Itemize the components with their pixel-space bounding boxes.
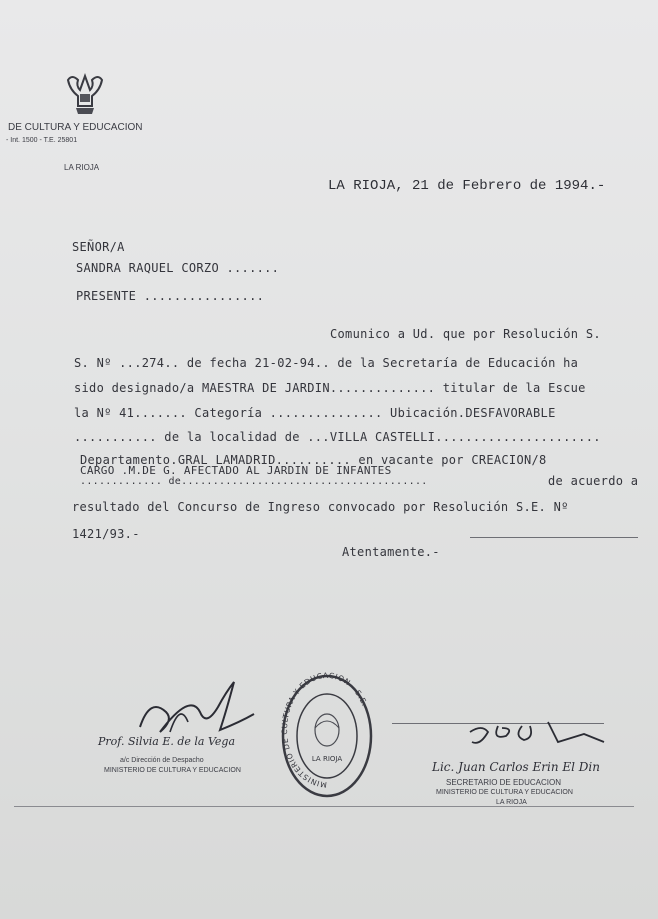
school-number: 41: [119, 406, 135, 420]
date-line: LA RIOJA, 21 de Febrero de 1994.-: [328, 178, 606, 194]
seal-center-text: LA RIOJA: [311, 755, 343, 763]
body-line-4: la Nº 41....... Categoría ............... Ubicación.DESFAVORABLE: [74, 406, 556, 420]
body-line-7-dots: ............. de.......................................: [80, 476, 428, 487]
localidad-value: VILLA CASTELLI: [329, 430, 436, 444]
official-seal: [280, 672, 374, 800]
bottom-rule: [14, 806, 634, 807]
cargo-afectado: CARGO .M.DE G. AFECTADO AL JARDIN DE INFANTES: [80, 464, 392, 477]
departamento-value: GRAL LAMADRID: [177, 453, 276, 467]
resolution-date: 21-02-94: [254, 356, 315, 370]
divider-line: [470, 537, 638, 538]
body-line-8: resultado del Concurso de Ingreso convocado por Resolución S.E. Nº: [72, 500, 569, 514]
signature-left-name: Prof. Silvia E. de la Vega: [98, 735, 236, 748]
body-line-3: sido designado/a MAESTRA DE JARDIN.............. titular de la Escue: [74, 381, 586, 395]
letterhead-line-2: - Int. 1500 - T.E. 25801: [6, 137, 78, 144]
body-line-6: Departamento.GRAL LAMADRID.......... en vacante por CREACION/8: [80, 453, 547, 467]
seal-ring-text: MINISTERIO DE CULTURA Y EDUCACION - S.E.: [280, 670, 370, 790]
body-line-7-end: de acuerdo a: [548, 474, 639, 488]
national-shield-icon: [315, 714, 339, 746]
handwritten-signature-right: [462, 714, 612, 754]
signature-right-title-3: LA RIOJA: [496, 799, 527, 806]
signature-right-title-1: SECRETARIO DE EDUCACION: [446, 778, 561, 787]
body-line-2: S. Nº ...274.. de fecha 21-02-94.. de la Secretaría de Educación ha: [74, 356, 579, 370]
signature-left-title-2: MINISTERIO DE CULTURA Y EDUCACION: [104, 767, 241, 774]
vacante-value: CREACION/8: [471, 453, 547, 467]
body-line-5: ........... de la localidad de ...VILLA CASTELLI......................: [74, 430, 601, 444]
closing: Atentamente.-: [342, 545, 440, 559]
resolution-number: 274: [141, 356, 165, 370]
salutation: SEÑOR/A: [72, 240, 125, 254]
ubicacion-value: DESFAVORABLE: [465, 406, 556, 420]
body-line-9: 1421/93.-: [72, 527, 140, 541]
recipient-name: SANDRA RAQUEL CORZO .......: [76, 261, 280, 275]
body-line-1: Comunico a Ud. que por Resolución S.: [330, 327, 601, 341]
presente: PRESENTE ................: [76, 289, 265, 303]
coat-of-arms-icon: [62, 72, 108, 116]
cargo-name: MAESTRA DE JARDIN: [201, 381, 330, 395]
letterhead-line-1: DE CULTURA Y EDUCACION: [8, 122, 143, 133]
signature-left-title-1: a/c Dirección de Despacho: [120, 757, 204, 764]
letterhead-line-3: LA RIOJA: [64, 163, 100, 172]
signature-right-title-2: MINISTERIO DE CULTURA Y EDUCACION: [436, 789, 573, 796]
signature-right-name: Lic. Juan Carlos Erin El Din: [432, 760, 600, 774]
